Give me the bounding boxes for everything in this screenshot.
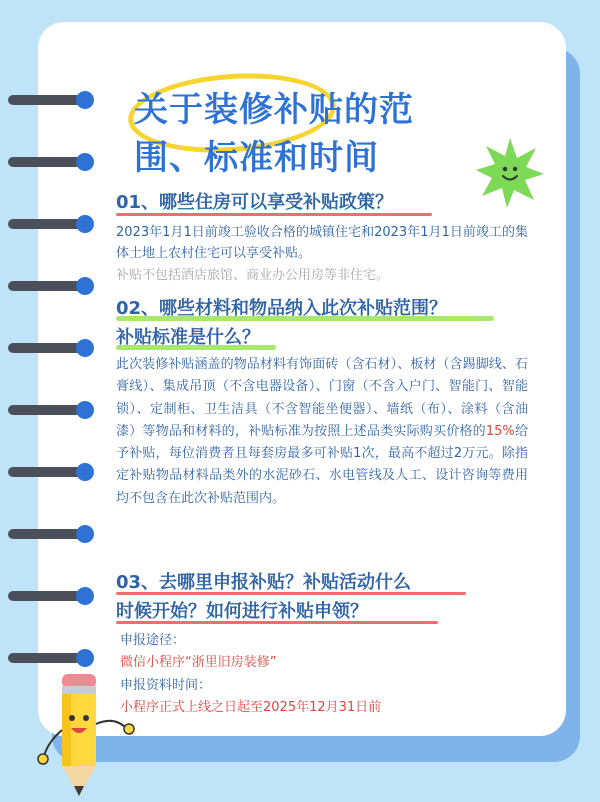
binder-ring (8, 343, 94, 353)
binder-ring (8, 281, 94, 291)
q2-body-part2: 给予补贴，每位消费者且每套房最多可补贴1次，最高不超过2万元。除指定补贴物品材料品类外的水泥砂石、水电管线及人工、设计咨询等费用均不包含在此次补贴范围内。 (116, 423, 528, 506)
q2-body (116, 354, 528, 510)
binder-ring (8, 529, 94, 539)
q3-time-label: 申报资料时间： (120, 678, 212, 693)
star-mascot-icon (474, 136, 546, 208)
q3-route-label: 申报途径： (120, 633, 186, 648)
q3-heading-line2: 时候开始？如何进行补贴申领？ (116, 601, 368, 622)
q2-body-part1: 此次装修补贴涵盖的物品材料有饰面砖（含石材）、板材（含踢脚线、石膏线）、集成吊顶（不含电器设备）、门窗（不含入户门、智能门、智能锁）、定制柜、卫生洁具（不含智能坐便器）、墙纸（布）、涂料（含油漆）等物品和材料的，补贴标准为按照上述品类实际购买价格的 (116, 357, 528, 439)
pencil-mascot-icon (32, 672, 142, 802)
binder-ring (8, 653, 94, 663)
binder-ring (8, 591, 94, 601)
q1-body: 2023年1月1日前竣工验收合格的城镇住宅和2023年1月1日前竣工的集体土地上农村住宅可以享受补贴。 (116, 225, 528, 261)
binder-ring (8, 405, 94, 415)
q3-heading-line1: 03、去哪里申报补贴？补贴活动什么 (116, 572, 412, 593)
binder-ring (8, 157, 94, 167)
q2-body-highlight: 15% (485, 423, 515, 439)
q2-heading-line1: 02、哪些材料和物品纳入此次补贴范围？ (116, 298, 448, 319)
q3-time-value: 小程序正式上线之日起至2025年12月31日前 (120, 700, 382, 715)
q2-heading-line2: 补贴标准是什么？ (116, 327, 260, 348)
binder-ring (8, 219, 94, 229)
q1-note: 补贴不包括酒店旅馆、商业办公用房等非住宅。 (116, 268, 390, 283)
page-title: 关于装修补贴的范围、标准和时间 (134, 90, 414, 178)
binder-ring (8, 95, 94, 105)
binder-ring (8, 467, 94, 477)
q1-heading: 01、哪些住房可以享受补贴政策？ (116, 192, 394, 213)
q3-route-value: 微信小程序“浙里旧房装修” (120, 655, 277, 670)
